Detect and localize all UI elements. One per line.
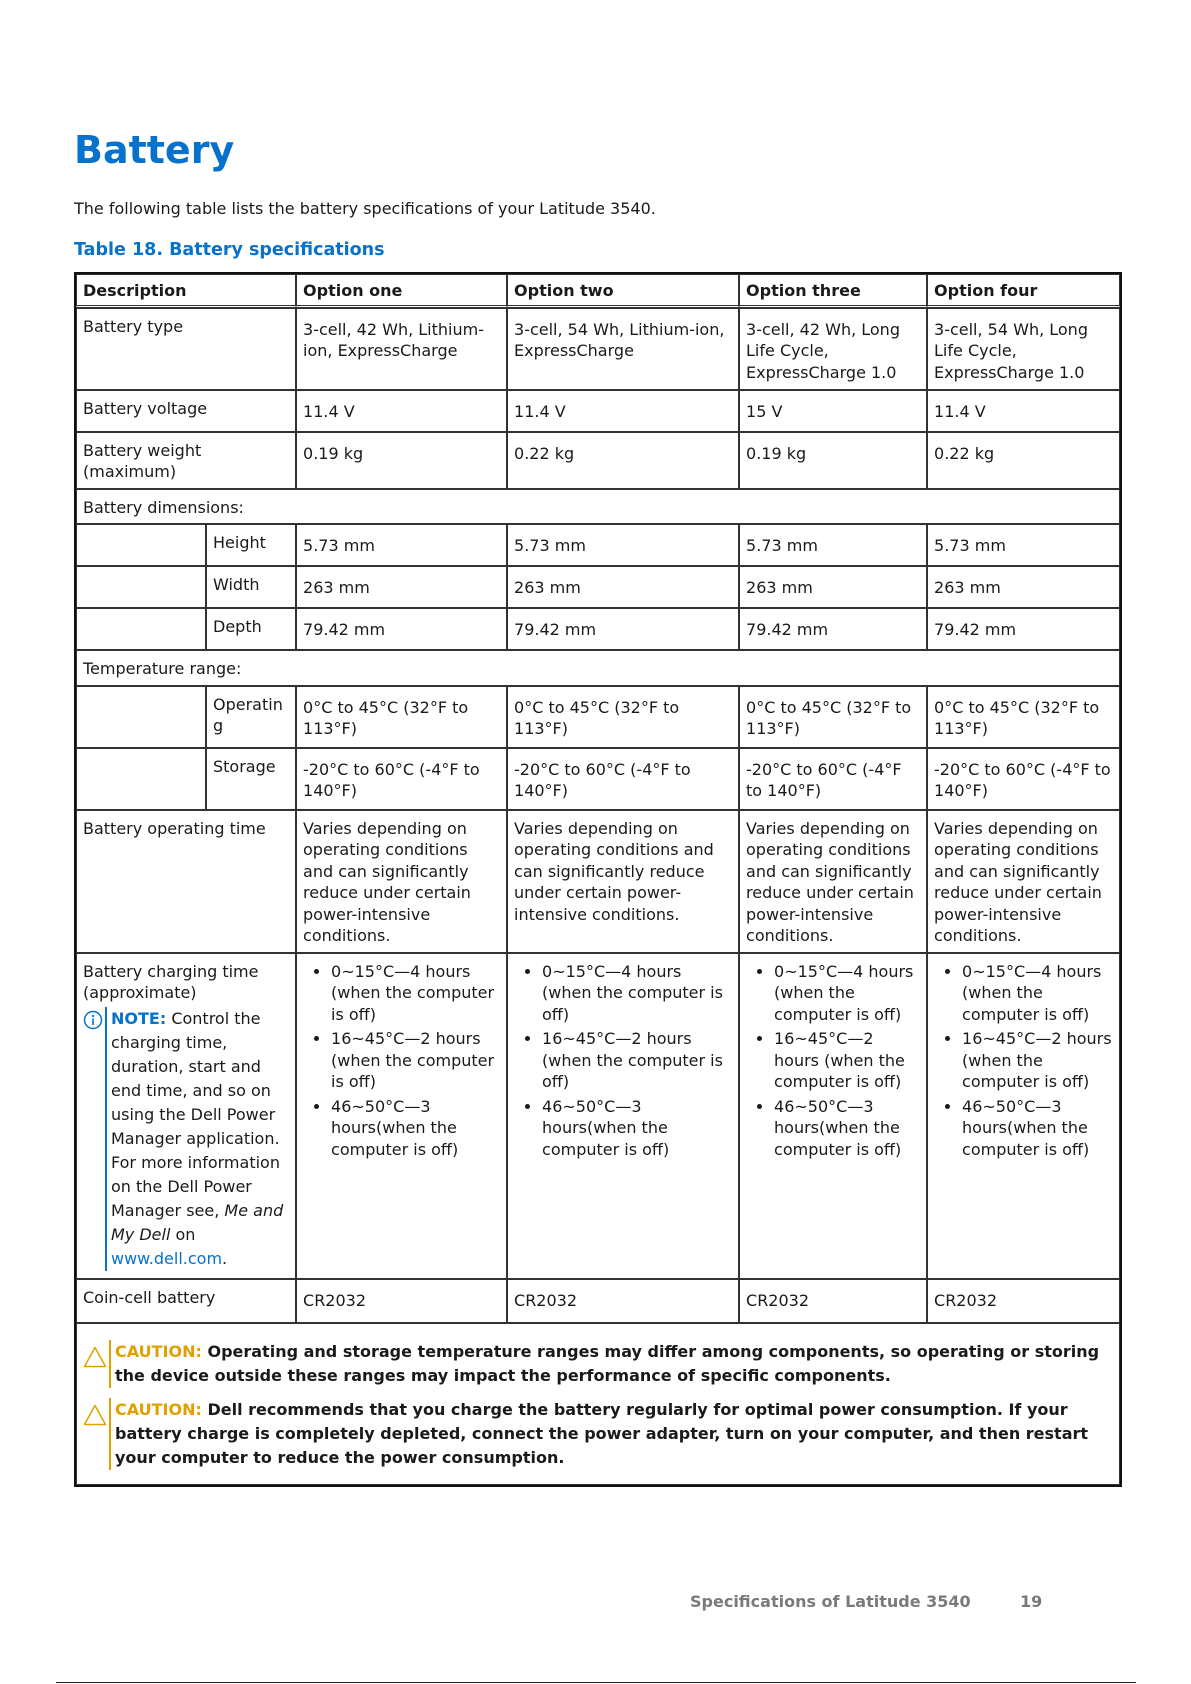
row-label: Storage <box>206 748 296 810</box>
table-cell: 263 mm <box>927 566 1120 608</box>
row-label: Battery charging time (approximate) <box>83 961 259 1002</box>
header-option-one: Option one <box>296 274 507 308</box>
table-cell: CR2032 <box>739 1279 927 1323</box>
table-cell: 3-cell, 54 Wh, Lithium-ion, ExpressCharge <box>507 308 739 390</box>
table-cell: 0°C to 45°C (32°F to 113°F) <box>927 686 1120 748</box>
list-item: • 46~50°C—3 hours(when the computer is off) <box>962 1096 1113 1161</box>
table-cell: 79.42 mm <box>507 608 739 650</box>
table-row <box>76 308 1120 390</box>
table-cell: 263 mm <box>296 566 507 608</box>
list-item: • 16~45°C—2 hours (when the computer is off) <box>962 1028 1113 1093</box>
row-label: Coin-cell battery <box>76 1279 296 1323</box>
table-row <box>76 748 1120 810</box>
row-label: Battery voltage <box>76 390 296 432</box>
table-cell: 3-cell, 42 Wh, Long Life Cycle, ExpressCharge 1.0 <box>739 308 927 390</box>
indent-cell <box>76 608 206 650</box>
row-label: Height <box>206 524 296 566</box>
page-number: 19 <box>1020 1592 1043 1611</box>
battery-spec-table <box>74 272 1122 1487</box>
table-row <box>76 432 1120 489</box>
table-row <box>76 489 1120 525</box>
table-cell <box>927 953 1120 1279</box>
table-cell: 0°C to 45°C (32°F to 113°F) <box>739 686 927 748</box>
table-cell: Varies depending on operating conditions and can significantly reduce under certain power-intensive conditions. <box>927 810 1120 953</box>
intro-text: The following table lists the battery specifications of your Latitude 3540. <box>74 199 656 218</box>
table-cell: 0°C to 45°C (32°F to 113°F) <box>507 686 739 748</box>
table-cell: 11.4 V <box>507 390 739 432</box>
section-label-temperature: Temperature range: <box>76 650 1120 686</box>
table-cell: 79.42 mm <box>927 608 1120 650</box>
table-cell: 0.19 kg <box>739 432 927 489</box>
table-caption: Table 18. Battery specifications <box>74 240 385 260</box>
indent-cell <box>76 566 206 608</box>
table-row <box>76 390 1120 432</box>
bullet-list <box>934 961 1113 1161</box>
table-header-row <box>76 274 1120 308</box>
table-cell: 0.19 kg <box>296 432 507 489</box>
header-option-three: Option three <box>739 274 927 308</box>
table-cell: Varies depending on operating conditions and can significantly reduce under certain power-intensive conditions. <box>507 810 739 953</box>
list-item: • 16~45°C—2 hours (when the computer is off) <box>331 1028 500 1093</box>
section-label-dimensions: Battery dimensions: <box>76 489 1120 525</box>
table-cell: 0.22 kg <box>507 432 739 489</box>
table-cell: 263 mm <box>739 566 927 608</box>
indent-cell <box>76 686 206 748</box>
row-label: Operating <box>206 686 296 748</box>
row-label: Battery type <box>76 308 296 390</box>
list-item: • 46~50°C—3 hours(when the computer is off) <box>331 1096 500 1161</box>
table-cell: 79.42 mm <box>296 608 507 650</box>
table-cell: 263 mm <box>507 566 739 608</box>
table-cell: 3-cell, 54 Wh, Long Life Cycle, ExpressCharge 1.0 <box>927 308 1120 390</box>
list-item: • 46~50°C—3 hours(when the computer is off) <box>774 1096 920 1161</box>
header-description: Description <box>76 274 296 308</box>
table-row <box>76 953 1120 1279</box>
caution-text: CAUTION: Dell recommends that you charge the battery regularly for optimal power consumption. If your battery charge is completely depleted, connect the power adapter, turn on your computer, and then restart your computer to reduce the power consumption. <box>109 1398 1113 1470</box>
warning-icon <box>83 1398 109 1470</box>
caution-label: CAUTION: <box>115 1341 202 1361</box>
list-item: • 16~45°C—2 hours (when the computer is off) <box>542 1028 732 1093</box>
table-row <box>76 810 1120 953</box>
table-cell: 11.4 V <box>927 390 1120 432</box>
footer-rule <box>56 1682 1136 1683</box>
list-item: • 0~15°C—4 hours (when the computer is off) <box>962 961 1113 1026</box>
indent-cell <box>76 524 206 566</box>
table-cell: CR2032 <box>507 1279 739 1323</box>
table-cell: Varies depending on operating conditions and can significantly reduce under certain power-intensive conditions. <box>739 810 927 953</box>
list-item: • 0~15°C—4 hours (when the computer is off) <box>542 961 732 1026</box>
bullet-list <box>303 961 500 1161</box>
header-option-four: Option four <box>927 274 1120 308</box>
bullet-list <box>514 961 732 1161</box>
list-item: • 46~50°C—3 hours(when the computer is off) <box>542 1096 732 1161</box>
table-cell: -20°C to 60°C (-4°F to 140°F) <box>739 748 927 810</box>
table-cell: CR2032 <box>927 1279 1120 1323</box>
table-cell: 11.4 V <box>296 390 507 432</box>
caution-text: CAUTION: Operating and storage temperature ranges may differ among components, so operating or storing the device outside these ranges may impact the performance of specific components. <box>109 1340 1113 1388</box>
bullet-list <box>746 961 920 1161</box>
table-cell: -20°C to 60°C (-4°F to 140°F) <box>927 748 1120 810</box>
row-label: Depth <box>206 608 296 650</box>
note-block <box>83 1007 289 1271</box>
list-item: • 16~45°C—2 hours (when the computer is off) <box>774 1028 920 1093</box>
table-cell <box>296 953 507 1279</box>
table-cell: -20°C to 60°C (-4°F to 140°F) <box>507 748 739 810</box>
table-row <box>76 1279 1120 1323</box>
caution-block <box>83 1340 1113 1388</box>
row-label: Battery operating time <box>76 810 296 953</box>
table-cell: -20°C to 60°C (-4°F to 140°F) <box>296 748 507 810</box>
row-label: Battery weight (maximum) <box>76 432 296 489</box>
warning-icon <box>83 1340 109 1388</box>
table-cell: 5.73 mm <box>296 524 507 566</box>
footer-title: Specifications of Latitude 3540 <box>690 1592 971 1611</box>
info-icon <box>83 1007 105 1271</box>
dell-link[interactable]: www.dell.com <box>111 1248 223 1268</box>
table-cell: CR2032 <box>296 1279 507 1323</box>
charging-time-cell <box>76 953 296 1279</box>
table-cell: 3-cell, 42 Wh, Lithium-ion, ExpressCharge <box>296 308 507 390</box>
header-option-two: Option two <box>507 274 739 308</box>
note-text: NOTE: Control the charging time, duration, start and end time, and so on using the Dell Power Manager application. For more information on the Dell Power Manager see, Me and My Dell on www.dell.com. <box>105 1007 289 1271</box>
table-cell: 5.73 mm <box>507 524 739 566</box>
table-row <box>76 566 1120 608</box>
table-cell: 0.22 kg <box>927 432 1120 489</box>
caution-label: CAUTION: <box>115 1399 202 1419</box>
note-label: NOTE: <box>111 1008 167 1028</box>
table-cell: 5.73 mm <box>927 524 1120 566</box>
page-title: Battery <box>74 128 235 172</box>
table-row <box>76 608 1120 650</box>
caution-row <box>76 1323 1120 1485</box>
list-item: • 0~15°C—4 hours (when the computer is off) <box>774 961 920 1026</box>
table-cell <box>507 953 739 1279</box>
table-row <box>76 650 1120 686</box>
table-row <box>76 686 1120 748</box>
table-cell: Varies depending on operating conditions and can significantly reduce under certain power-intensive conditions. <box>296 810 507 953</box>
list-item: • 0~15°C—4 hours (when the computer is off) <box>331 961 500 1026</box>
table-row <box>76 524 1120 566</box>
table-cell <box>739 953 927 1279</box>
caution-block <box>83 1398 1113 1470</box>
row-label: Width <box>206 566 296 608</box>
indent-cell <box>76 748 206 810</box>
table-cell: 0°C to 45°C (32°F to 113°F) <box>296 686 507 748</box>
table-cell: 79.42 mm <box>739 608 927 650</box>
table-cell: 5.73 mm <box>739 524 927 566</box>
table-cell: 15 V <box>739 390 927 432</box>
caution-cell <box>76 1323 1120 1485</box>
